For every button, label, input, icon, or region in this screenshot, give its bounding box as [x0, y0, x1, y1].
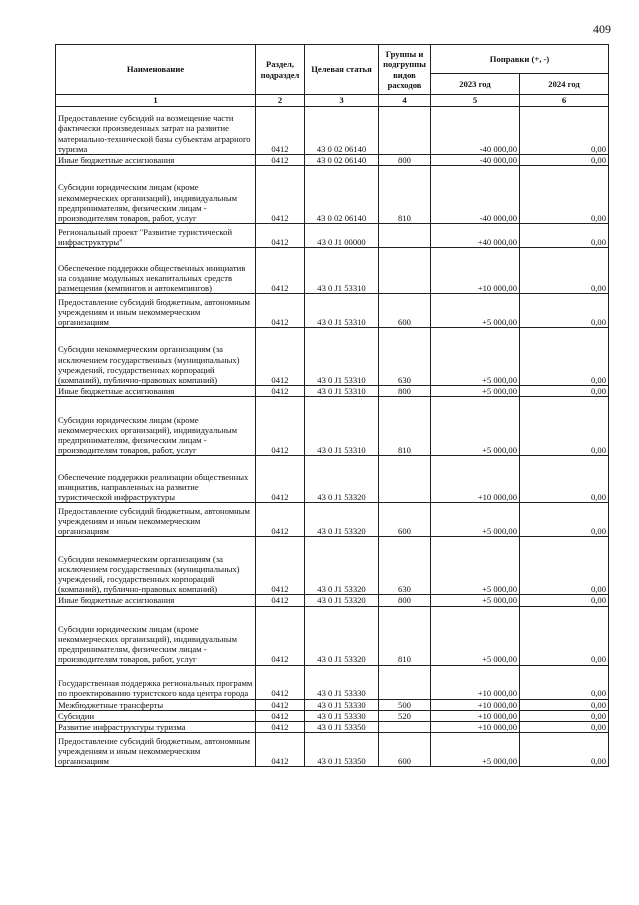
row-target: 43 0 J1 53350	[305, 722, 379, 733]
table-row	[56, 294, 609, 328]
row-target: 43 0 J1 53350	[305, 733, 379, 767]
row-2023: +5 000,00	[431, 733, 520, 767]
row-group	[379, 248, 431, 294]
row-target: 43 0 J1 53320	[305, 537, 379, 595]
row-section: 0412	[256, 155, 305, 166]
row-2023: +5 000,00	[431, 294, 520, 328]
table-row	[56, 386, 609, 397]
row-section: 0412	[256, 710, 305, 721]
row-section: 0412	[256, 537, 305, 595]
row-group: 600	[379, 294, 431, 328]
row-2024: 0,00	[520, 397, 609, 456]
row-group: 600	[379, 733, 431, 767]
row-name: Государственная поддержка региональных программ по проектированию туристского кода центра города	[56, 665, 256, 699]
row-2024: 0,00	[520, 456, 609, 503]
row-2024: 0,00	[520, 710, 609, 721]
row-group: 630	[379, 537, 431, 595]
row-section: 0412	[256, 606, 305, 665]
header-amendments: Поправки (+, -)	[431, 45, 609, 74]
row-2024: 0,00	[520, 537, 609, 595]
header-name: Наименование	[56, 45, 256, 95]
col-number: 4	[379, 95, 431, 107]
row-name: Иные бюджетные ассигнования	[56, 386, 256, 397]
row-2024: 0,00	[520, 606, 609, 665]
row-name: Межбюджетные трансферты	[56, 699, 256, 710]
row-target: 43 0 J1 53310	[305, 386, 379, 397]
row-2024: 0,00	[520, 155, 609, 166]
row-target: 43 0 J1 53310	[305, 328, 379, 386]
table-row	[56, 166, 609, 224]
table-row	[56, 224, 609, 248]
page-number: 409	[593, 22, 611, 36]
row-section: 0412	[256, 503, 305, 537]
row-name: Субсидии юридическим лицам (кроме некоммерческих организаций), индивидуальным предпринимателям, физическим лицам - производителям товаров, работ, услуг	[56, 166, 256, 224]
row-name: Субсидии некоммерческим организациям (за исключением государственных (муниципальных) учреждений, государственных корпораций (компаний), публично-правовых компаний)	[56, 328, 256, 386]
table-row	[56, 710, 609, 721]
row-name: Предоставление субсидий бюджетным, автономным учреждениям и иным некоммерческим организациям	[56, 503, 256, 537]
row-2023: +5 000,00	[431, 328, 520, 386]
budget-amendments-table	[55, 44, 609, 767]
row-2024: 0,00	[520, 699, 609, 710]
row-group	[379, 456, 431, 503]
row-group: 800	[379, 595, 431, 606]
col-number: 6	[520, 95, 609, 107]
row-target: 43 0 J1 53320	[305, 503, 379, 537]
row-group	[379, 224, 431, 248]
row-target: 43 0 J1 53320	[305, 595, 379, 606]
row-target: 43 0 J1 53330	[305, 699, 379, 710]
row-name: Субсидии	[56, 710, 256, 721]
col-number: 1	[56, 95, 256, 107]
row-2024: 0,00	[520, 224, 609, 248]
table-row	[56, 733, 609, 767]
row-group	[379, 722, 431, 733]
row-section: 0412	[256, 248, 305, 294]
header-year-2024: 2024 год	[520, 74, 609, 95]
row-group	[379, 665, 431, 699]
row-name: Развитие инфраструктуры туризма	[56, 722, 256, 733]
row-group: 600	[379, 503, 431, 537]
row-target: 43 0 02 06140	[305, 166, 379, 224]
row-target: 43 0 J1 53320	[305, 456, 379, 503]
row-2023: +5 000,00	[431, 537, 520, 595]
row-section: 0412	[256, 665, 305, 699]
row-section: 0412	[256, 107, 305, 155]
row-2023: -40 000,00	[431, 107, 520, 155]
row-section: 0412	[256, 456, 305, 503]
table-row	[56, 155, 609, 166]
header-groups: Группы и подгруппы видов расходов	[379, 45, 431, 95]
row-2023: -40 000,00	[431, 155, 520, 166]
row-2023: +5 000,00	[431, 397, 520, 456]
row-section: 0412	[256, 397, 305, 456]
row-target: 43 0 J1 53310	[305, 397, 379, 456]
table-row	[56, 328, 609, 386]
row-group: 800	[379, 386, 431, 397]
row-group: 520	[379, 710, 431, 721]
row-section: 0412	[256, 699, 305, 710]
row-2023: +10 000,00	[431, 456, 520, 503]
row-2024: 0,00	[520, 328, 609, 386]
table-row	[56, 248, 609, 294]
row-name: Предоставление субсидий бюджетным, автономным учреждениям и иным некоммерческим организациям	[56, 733, 256, 767]
row-name: Предоставление субсидий бюджетным, автономным учреждениям и иным некоммерческим организациям	[56, 294, 256, 328]
row-2024: 0,00	[520, 722, 609, 733]
row-section: 0412	[256, 595, 305, 606]
row-target: 43 0 02 06140	[305, 107, 379, 155]
table-row	[56, 606, 609, 665]
row-2023: +10 000,00	[431, 699, 520, 710]
row-target: 43 0 J1 53330	[305, 665, 379, 699]
row-2023: -40 000,00	[431, 166, 520, 224]
row-name: Иные бюджетные ассигнования	[56, 595, 256, 606]
table-row	[56, 503, 609, 537]
col-number: 5	[431, 95, 520, 107]
table-row	[56, 107, 609, 155]
row-section: 0412	[256, 733, 305, 767]
row-name: Иные бюджетные ассигнования	[56, 155, 256, 166]
row-section: 0412	[256, 166, 305, 224]
row-section: 0412	[256, 386, 305, 397]
row-2023: +10 000,00	[431, 248, 520, 294]
row-section: 0412	[256, 328, 305, 386]
row-2023: +10 000,00	[431, 722, 520, 733]
row-2024: 0,00	[520, 248, 609, 294]
table-row	[56, 699, 609, 710]
table-row	[56, 595, 609, 606]
table-row	[56, 456, 609, 503]
row-target: 43 0 02 06140	[305, 155, 379, 166]
table-row	[56, 722, 609, 733]
row-target: 43 0 J1 53320	[305, 606, 379, 665]
row-2024: 0,00	[520, 503, 609, 537]
row-2023: +5 000,00	[431, 595, 520, 606]
row-2023: +5 000,00	[431, 606, 520, 665]
col-number: 3	[305, 95, 379, 107]
table-row	[56, 537, 609, 595]
row-group: 500	[379, 699, 431, 710]
row-2024: 0,00	[520, 294, 609, 328]
row-section: 0412	[256, 722, 305, 733]
table-row	[56, 397, 609, 456]
row-group: 810	[379, 397, 431, 456]
header-year-2023: 2023 год	[431, 74, 520, 95]
row-2024: 0,00	[520, 166, 609, 224]
row-name: Субсидии юридическим лицам (кроме некоммерческих организаций), индивидуальным предпринимателям, физическим лицам - производителям товаров, работ, услуг	[56, 606, 256, 665]
row-2024: 0,00	[520, 665, 609, 699]
row-name: Обеспечение поддержки реализации общественных инициатив, направленных на развитие туристической инфраструктуры	[56, 456, 256, 503]
row-group: 630	[379, 328, 431, 386]
row-2024: 0,00	[520, 107, 609, 155]
row-target: 43 0 J1 53310	[305, 248, 379, 294]
row-name: Региональный проект "Развитие туристической инфраструктуры"	[56, 224, 256, 248]
row-section: 0412	[256, 224, 305, 248]
row-2024: 0,00	[520, 733, 609, 767]
row-name: Предоставление субсидий на возмещение части фактически произведенных затрат на развитие материально-технической базы субъектам аграрного туризма	[56, 107, 256, 155]
header-section: Раздел, подраздел	[256, 45, 305, 95]
row-group: 810	[379, 166, 431, 224]
row-group: 800	[379, 155, 431, 166]
row-name: Обеспечение поддержки общественных инициатив на создание модульных некапитальных средств размещения (кемпингов и автокемпингов)	[56, 248, 256, 294]
row-2023: +5 000,00	[431, 503, 520, 537]
row-2024: 0,00	[520, 595, 609, 606]
row-target: 43 0 J1 53310	[305, 294, 379, 328]
row-group	[379, 107, 431, 155]
row-2023: +10 000,00	[431, 710, 520, 721]
row-group: 810	[379, 606, 431, 665]
row-2024: 0,00	[520, 386, 609, 397]
row-2023: +5 000,00	[431, 386, 520, 397]
header-target: Целевая статья	[305, 45, 379, 95]
row-name: Субсидии юридическим лицам (кроме некоммерческих организаций), индивидуальным предпринимателям, физическим лицам - производителям товаров, работ, услуг	[56, 397, 256, 456]
row-target: 43 0 J1 00000	[305, 224, 379, 248]
table-row	[56, 665, 609, 699]
row-name: Субсидии некоммерческим организациям (за исключением государственных (муниципальных) учреждений, государственных корпораций (компаний), публично-правовых компаний)	[56, 537, 256, 595]
row-target: 43 0 J1 53330	[305, 710, 379, 721]
row-2023: +10 000,00	[431, 665, 520, 699]
row-2023: +40 000,00	[431, 224, 520, 248]
col-number: 2	[256, 95, 305, 107]
row-section: 0412	[256, 294, 305, 328]
